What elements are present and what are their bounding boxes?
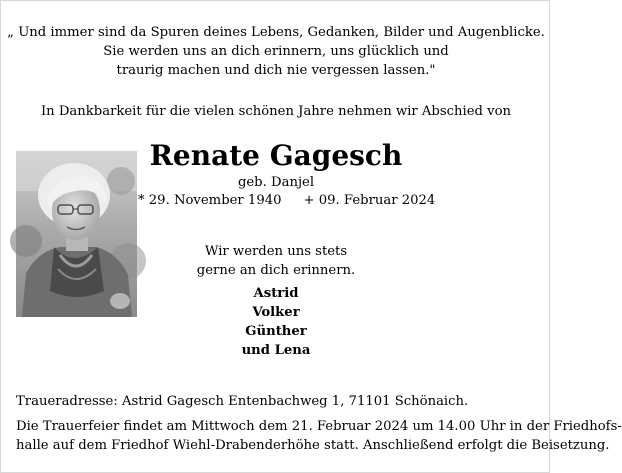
remembrance-line: gerne an dich erinnern. xyxy=(196,263,356,278)
funeral-details xyxy=(16,417,622,455)
deceased-name: Renate Gagesch xyxy=(149,139,403,172)
birth-name: geb. Danjel xyxy=(237,175,315,190)
mourner-name: Günther xyxy=(245,324,307,339)
quote-line: Sie werden uns an dich erinnern, uns glücklich und xyxy=(103,44,449,59)
mourner-name: Volker xyxy=(252,305,300,320)
birth-date: * 29. November 1940 xyxy=(138,193,282,208)
death-date: + 09. Februar 2024 xyxy=(303,193,436,208)
quote-line: „ Und immer sind da Spuren deines Lebens, Gedanken, Bilder und Augenblicke. xyxy=(7,25,545,40)
quote-line: traurig machen und dich nie vergessen lassen." xyxy=(116,63,436,78)
mourners-list xyxy=(138,284,414,360)
mourner-name: und Lena xyxy=(241,343,311,358)
remembrance-line: Wir werden uns stets xyxy=(204,244,348,259)
mourner-name: Astrid xyxy=(253,286,299,301)
memorial-quote xyxy=(1,23,551,80)
life-dates xyxy=(138,192,436,210)
funeral-line: halle auf dem Friedhof Wiehl-Drabenderhöhe statt. Anschließend erfolgt die Beisetzung. xyxy=(16,438,610,453)
mourning-address: Traueradresse: Astrid Gagesch Entenbachweg 1, 71101 Schönaich. xyxy=(16,394,469,409)
remembrance-text xyxy=(138,242,414,280)
funeral-line: Die Trauerfeier findet am Mittwoch dem 21. Februar 2024 um 14.00 Uhr in der Friedhofs- xyxy=(16,419,622,434)
farewell-statement: In Dankbarkeit für die vielen schönen Jahre nehmen wir Abschied von xyxy=(40,104,512,119)
portrait-photo xyxy=(16,151,137,317)
